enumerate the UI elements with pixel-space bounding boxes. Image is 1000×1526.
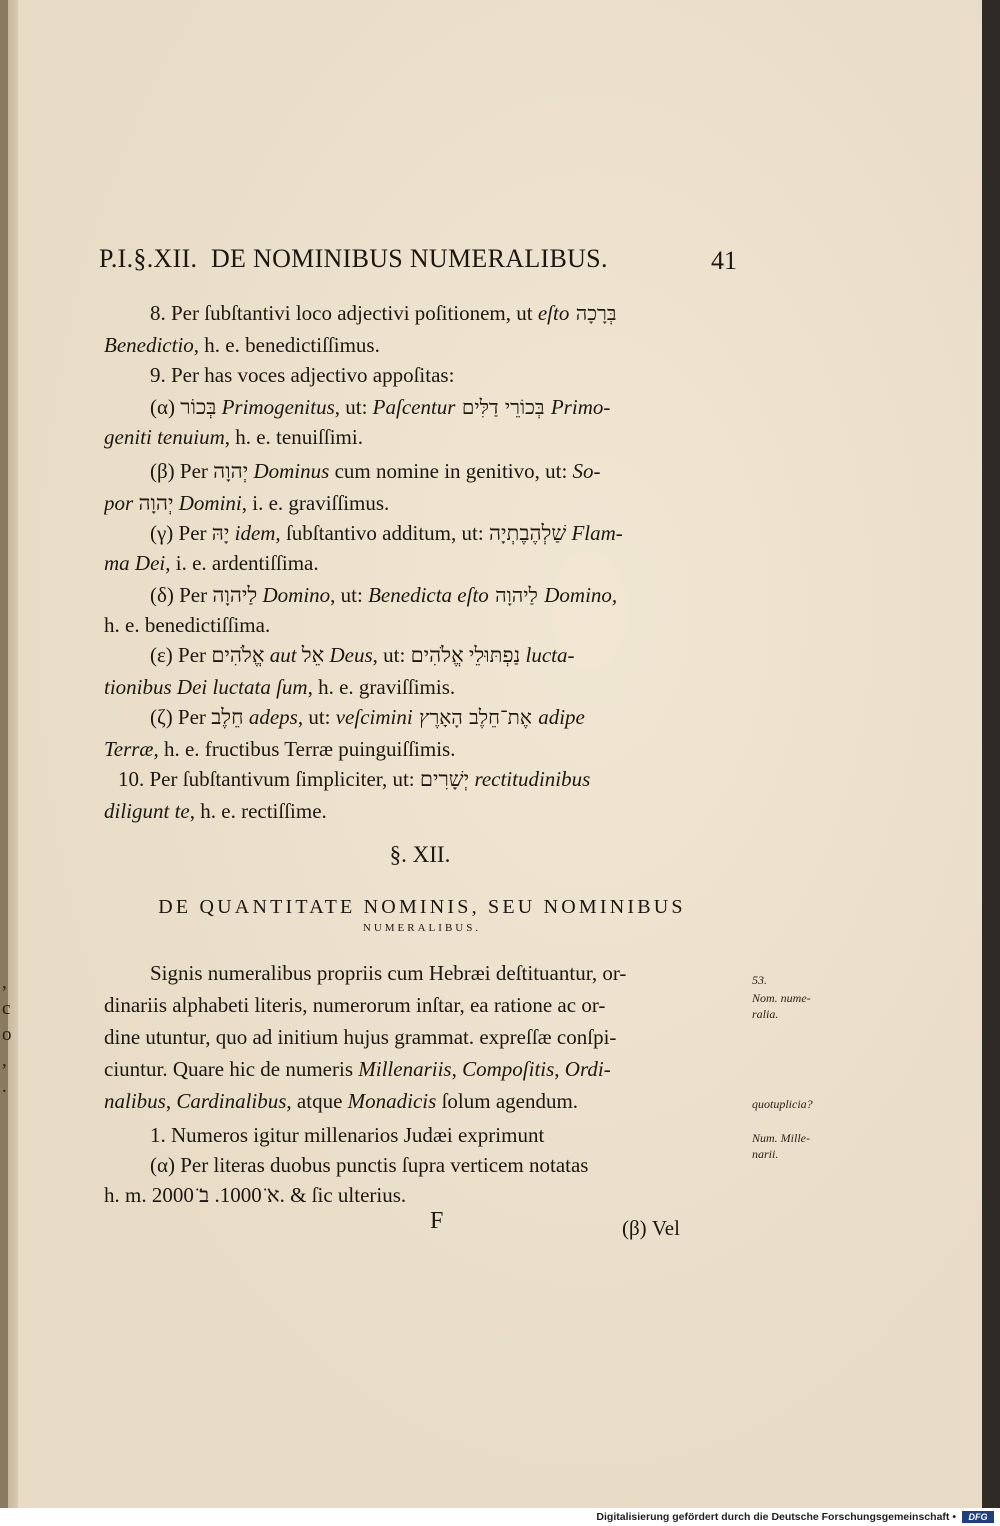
text-line: (α) בְּכוֹר Primogenitus, ut: Paſcentur בְּכוֹרֵי דַלִּים Primo-	[150, 395, 611, 419]
text-line: 8. Per ſubſtantivi loco adjectivi poſitionem, ut eſto בְּרָכָה	[150, 301, 617, 325]
text-line: (ζ) Per חֵלֶב adeps, ut: veſcimini אֶת־חֵלֶב הָאָרֶץ adipe	[150, 705, 585, 729]
margin-note-quotuplicia: quotuplicia?	[752, 1097, 813, 1111]
text-line: dinariis alphabeti literis, numerorum inſtar, ea ratione ac or-	[104, 993, 606, 1017]
text-line: 9. Per has voces adjectivo appoſitas:	[150, 363, 455, 387]
text-line: ciuntur. Quare hic de numeris Millenariis, Compoſitis, Ordi-	[104, 1057, 611, 1081]
gutter-fragments: , c o , .	[2, 972, 12, 1097]
text-line: diligunt te, h. e. rectiſſime.	[104, 799, 327, 823]
text-line: h. m. א̈ 1000. ב̈ 2000. & ſic ulterius.	[104, 1183, 407, 1207]
footer-bar	[0, 1508, 1000, 1526]
catchword: (β) Vel	[622, 1216, 680, 1240]
margin-note-number: 53.	[752, 973, 767, 987]
footer-text: Digitalisierung gefördert durch die Deutsche Forschungsgemeinschaft •	[596, 1511, 956, 1523]
running-header	[99, 244, 737, 280]
text-line: por יְהוָה Domini, i. e. graviſſimus.	[104, 491, 390, 515]
text-line: geniti tenuium, h. e. tenuiſſimi.	[104, 425, 363, 449]
signature-mark: F	[430, 1208, 444, 1234]
text-line: h. e. benedictiſſima.	[104, 613, 271, 637]
page-gutter	[0, 0, 18, 1526]
text-line: tionibus Dei luctata ſum, h. e. graviſſimis.	[104, 675, 456, 699]
text-line: Benedictio, h. e. benedictiſſimus.	[104, 333, 380, 357]
text-line: nalibus, Cardinalibus, atque Monadicis ſolum agendum.	[104, 1089, 579, 1113]
margin-note-ralia: ralia.	[752, 1007, 779, 1021]
section-title: DE QUANTITATE NOMINIS, SEU NOMINIBUS	[158, 896, 686, 918]
page-number: 41	[711, 246, 737, 275]
margin-note-nom: Nom. nume-	[752, 991, 811, 1005]
margin-note-narii: narii.	[752, 1147, 779, 1161]
text-line: (α) Per literas duobus punctis ſupra verticem notatas	[150, 1153, 589, 1177]
margin-note-num: Num. Mille-	[752, 1131, 810, 1145]
text-line: (δ) Per לַיהוָה Domino, ut: Benedicta eſto לַיהוָה Domino,	[150, 583, 618, 607]
text-line: (ε) Per אֱלֹהִים aut אֵל Deus, ut: נַפְתּוּלֵי אֱלֹהִים lucta-	[150, 643, 575, 667]
section-subtitle: NUMERALIBUS.	[362, 922, 482, 934]
text-line: (γ) Per יָהּ idem, ſubſtantivo additum, ut: שַׁלְהֶבֶתְיָה Flam-	[150, 521, 623, 545]
text-line: 10. Per ſubſtantivum ſimpliciter, ut: יְשָׁרִים rectitudinibus	[118, 767, 591, 791]
text-line: Terræ, h. e. fructibus Terræ puinguiſſimis.	[104, 737, 456, 761]
text-line: Signis numeralibus propriis cum Hebræi deſtituantur, or-	[150, 961, 627, 985]
section-mark: §. XII.	[389, 842, 451, 867]
text-line: (β) Per יְהוָה Dominus cum nomine in genitivo, ut: So-	[150, 459, 601, 483]
text-line: dine utuntur, quo ad initium hujus grammat. expreſſæ conſpi-	[104, 1025, 617, 1049]
dfg-logo: DFG	[962, 1511, 994, 1523]
text-line: ma Dei, i. e. ardentiſſima.	[104, 551, 319, 575]
header-title: P.I.§.XII. DE NOMINIBUS NUMERALIBUS.	[99, 244, 608, 273]
text-line: 1. Numeros igitur millenarios Judæi exprimunt	[150, 1123, 545, 1147]
